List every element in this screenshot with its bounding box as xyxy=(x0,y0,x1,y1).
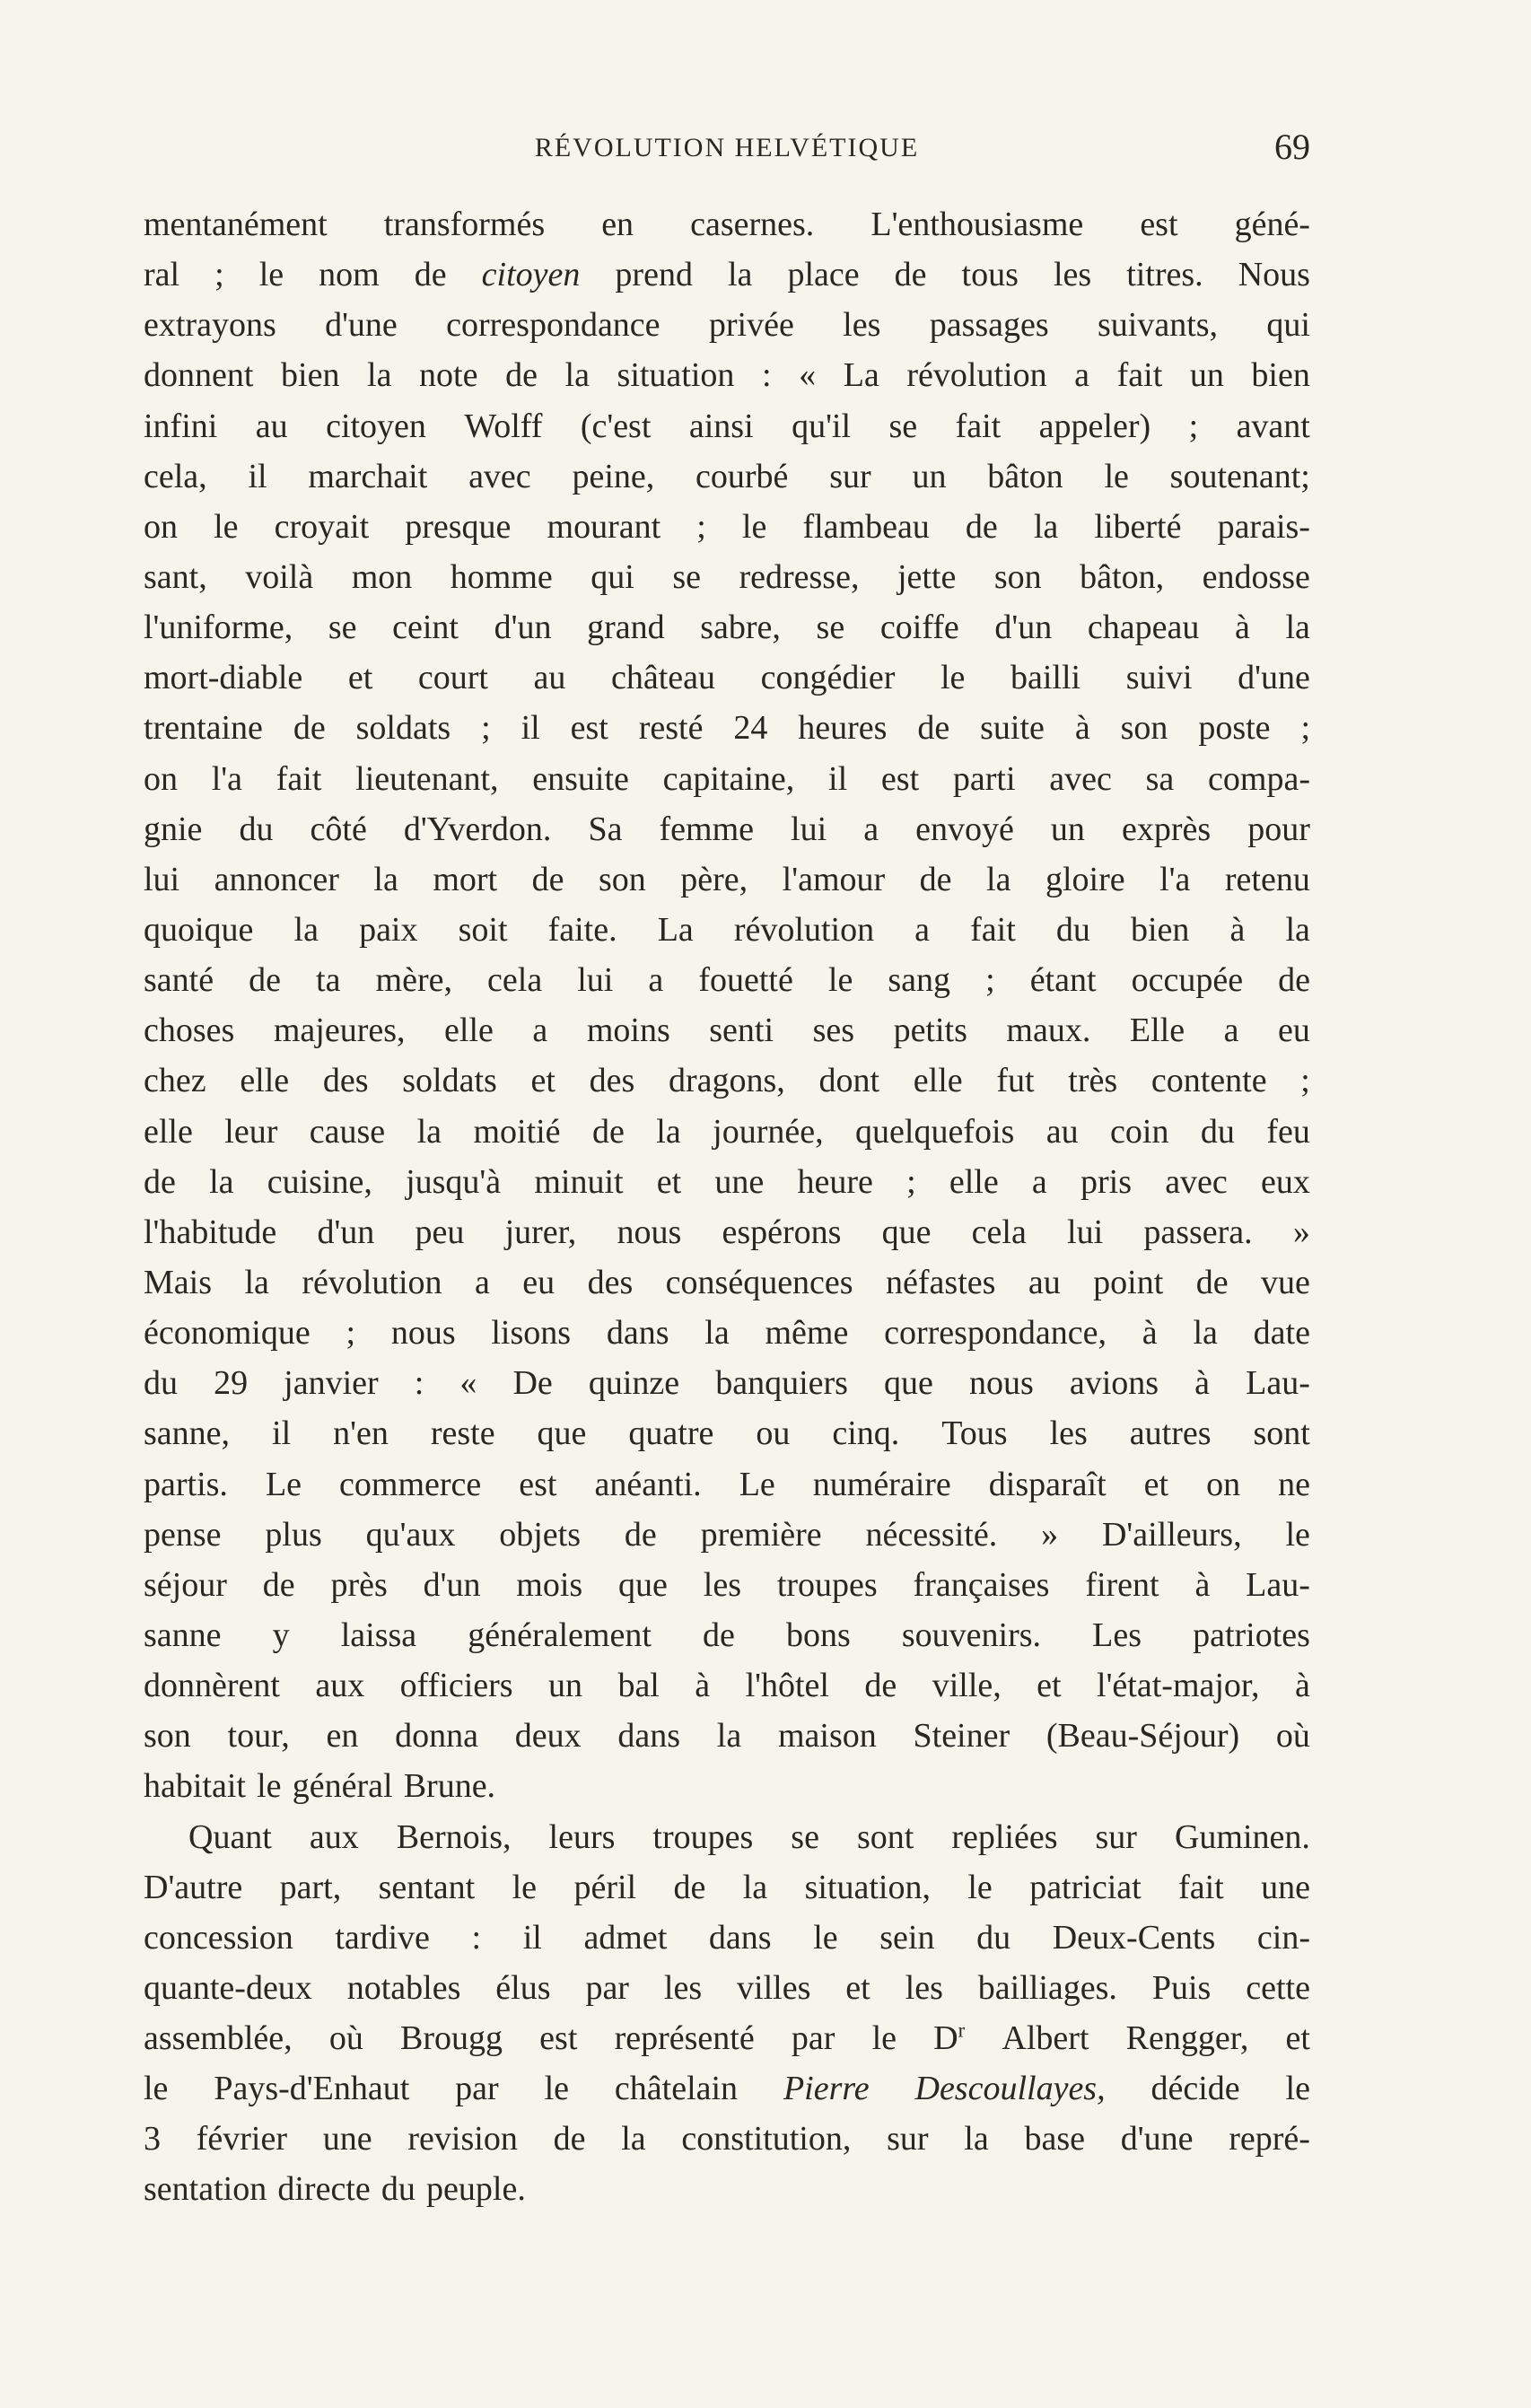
text-line: économique ; nous lisons dans la même correspondance, à la date xyxy=(144,1314,1310,1353)
text-line: elle leur cause la moitié de la journée, quelquefois au coin du feu xyxy=(144,1112,1310,1151)
page-header xyxy=(144,126,1310,171)
text-line: ral ; le nom de citoyen prend la place de tous les titres. Nous xyxy=(144,256,1310,294)
text-line: quoique la paix soit faite. La révolution a fait du bien à la xyxy=(144,910,1310,949)
text-line: du 29 janvier : « De quinze banquiers que nous avions à Lau- xyxy=(144,1364,1310,1403)
text-line: Quant aux Bernois, leurs troupes se sont repliées sur Guminen. xyxy=(188,1817,1310,1856)
text-line: chez elle des soldats et des dragons, dont elle fut très contente ; xyxy=(144,1062,1310,1100)
text-line: santé de ta mère, cela lui a fouetté le sang ; étant occupée de xyxy=(144,961,1310,1000)
text-line: mort-diable et court au château congédier le bailli suivi d'une xyxy=(144,659,1310,697)
text-line: on l'a fait lieutenant, ensuite capitaine, il est parti avec sa compa- xyxy=(144,759,1310,798)
text-line: habitait le général Brune. xyxy=(144,1767,496,1806)
text-line: cela, il marchait avec peine, courbé sur un bâton le soutenant; xyxy=(144,457,1310,495)
text-line: l'habitude d'un peu jurer, nous espérons que cela lui passera. » xyxy=(144,1213,1310,1251)
text-line: son tour, en donna deux dans la maison Steiner (Beau-Séjour) où xyxy=(144,1717,1310,1756)
text-line: lui annoncer la mort de son père, l'amour de la gloire l'a retenu xyxy=(144,860,1310,898)
text-line: donnèrent aux officiers un bal à l'hôtel de ville, et l'état-major, à xyxy=(144,1667,1310,1705)
text-line: infini au citoyen Wolff (c'est ainsi qu'il se fait appeler) ; avant xyxy=(144,407,1310,445)
text-line: assemblée, où Brougg est représenté par le $D^r$ Albert Rengger, et xyxy=(144,2018,1310,2058)
text-line: choses majeures, elle a moins senti ses petits maux. Elle a eu xyxy=(144,1011,1310,1050)
body-text xyxy=(144,199,1310,2215)
text-line: pense plus qu'aux objets de première nécessité. » D'ailleurs, le xyxy=(144,1515,1310,1554)
text-line: D'autre part, sentant le péril de la situation, le patriciat fait une xyxy=(144,1868,1310,1906)
text-line: mentanément transformés en casernes. L'enthousiasme est géné- xyxy=(144,206,1310,243)
text-line: donnent bien la note de la situation : « La révolution a fait un bien xyxy=(144,356,1310,395)
text-line: quante-deux notables élus par les villes et les bailliages. Puis cette xyxy=(144,1968,1310,2007)
text-line: concession tardive : il admet dans le sein du Deux-Cents cin- xyxy=(144,1918,1310,1957)
page-number: 69 xyxy=(1274,127,1310,167)
text-line: séjour de près d'un mois que les troupes françaises firent à Lau- xyxy=(144,1565,1310,1604)
text-line: Mais la révolution a eu des conséquences néfastes au point de vue xyxy=(144,1263,1310,1301)
text-line: sanne, il n'en reste que quatre ou cinq. Tous les autres sont xyxy=(144,1414,1310,1453)
running-title: RÉVOLUTION HELVÉTIQUE xyxy=(534,133,920,162)
text-line: 3 février une revision de la constitution, sur la base d'une repré- xyxy=(144,2120,1310,2158)
text-line: l'uniforme, se ceint d'un grand sabre, se coiffe d'un chapeau à la xyxy=(144,609,1310,647)
text-line: gnie du côté d'Yverdon. Sa femme lui a envoyé un exprès pour xyxy=(144,810,1310,848)
text-line: sentation directe du peuple. xyxy=(144,2170,526,2209)
text-line: extrayons d'une correspondance privée les passages suivants, qui xyxy=(144,306,1310,345)
text-line: de la cuisine, jusqu'à minuit et une heure ; elle a pris avec eux xyxy=(144,1162,1310,1201)
text-line: le Pays-d'Enhaut par le châtelain Pierre Descoullayes, décide le xyxy=(144,2070,1310,2108)
text-line: sant, voilà mon homme qui se redresse, jette son bâton, endosse xyxy=(144,557,1310,596)
text-line: on le croyait presque mourant ; le flambeau de la liberté parais- xyxy=(144,507,1310,546)
text-line: partis. Le commerce est anéanti. Le numéraire disparaît et on ne xyxy=(144,1465,1310,1503)
text-line: trentaine de soldats ; il est resté 24 heures de suite à son poste ; xyxy=(144,709,1310,748)
text-line: sanne y laissa généralement de bons souvenirs. Les patriotes xyxy=(144,1616,1310,1654)
